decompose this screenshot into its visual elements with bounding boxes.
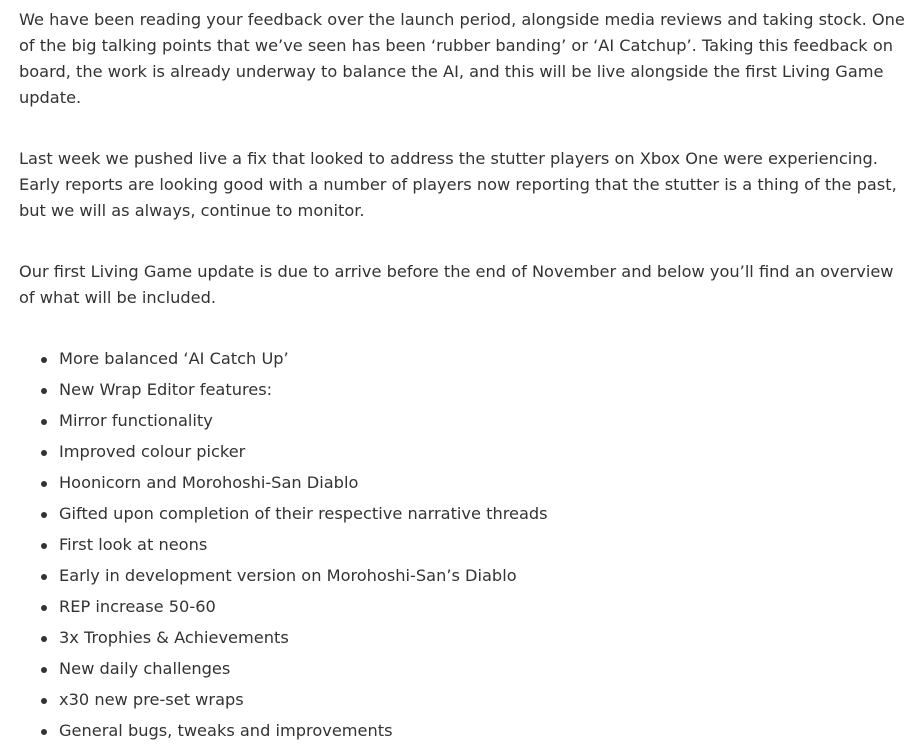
list-item	[19, 346, 909, 377]
bullet-icon	[41, 667, 47, 673]
bullet-icon	[41, 543, 47, 549]
list-item-text: First look at neons	[59, 535, 208, 554]
list-item-text: New Wrap Editor features:	[59, 380, 273, 399]
bullet-icon	[41, 357, 47, 363]
bullet-icon	[41, 388, 47, 394]
list-item	[19, 594, 909, 625]
list-item	[19, 439, 909, 470]
list-item	[19, 687, 909, 718]
bullet-icon	[41, 729, 47, 735]
list-item-text: Hoonicorn and Morohoshi-San Diablo	[59, 473, 359, 492]
list-item-text: Improved colour picker	[59, 442, 246, 461]
list-item	[19, 501, 909, 532]
bullet-icon	[41, 574, 47, 580]
list-item	[19, 532, 909, 563]
list-item-text: Mirror functionality	[59, 411, 213, 430]
list-item-text: REP increase 50-60	[59, 597, 216, 616]
bullet-icon	[41, 450, 47, 456]
list-item	[19, 718, 909, 749]
paragraph-ai-feedback: We have been reading your feedback over the launch period, alongside media reviews and taking stock. One of the big talking points that we’ve seen has been ‘rubber banding’ or ‘AI Catchup’. Taking this feedback on board, the work is already underway to balance the AI, and this will be live alongside the first Living Game update.	[19, 10, 905, 107]
paragraph-stutter-fix: Last week we pushed live a fix that looked to address the stutter players on Xbox One were experiencing. Early reports are looking good with a number of players now reporting that the stutter is a thing of the past, but we will as always, continue to monitor.	[19, 149, 897, 220]
paragraph-living-game-intro: Our first Living Game update is due to arrive before the end of November and below you’ll find an overview of what will be included.	[19, 262, 894, 307]
list-item	[19, 563, 909, 594]
bullet-icon	[41, 512, 47, 518]
list-item-text: Gifted upon completion of their respective narrative threads	[59, 504, 548, 523]
list-item-text: New daily challenges	[59, 659, 231, 678]
feature-list	[19, 346, 909, 749]
list-item-text: More balanced ‘AI Catch Up’	[59, 349, 289, 368]
list-item	[19, 470, 909, 501]
bullet-icon	[41, 481, 47, 487]
list-item-text: General bugs, tweaks and improvements	[59, 721, 393, 740]
bullet-icon	[41, 636, 47, 642]
bullet-icon	[41, 419, 47, 425]
list-item-text: x30 new pre-set wraps	[59, 690, 244, 709]
list-item-text: Early in development version on Morohoshi-San’s Diablo	[59, 566, 517, 585]
list-item	[19, 377, 909, 408]
list-item	[19, 656, 909, 687]
bullet-icon	[41, 698, 47, 704]
list-item-text: 3x Trophies & Achievements	[59, 628, 289, 647]
bullet-icon	[41, 605, 47, 611]
list-item	[19, 625, 909, 656]
list-item	[19, 408, 909, 439]
